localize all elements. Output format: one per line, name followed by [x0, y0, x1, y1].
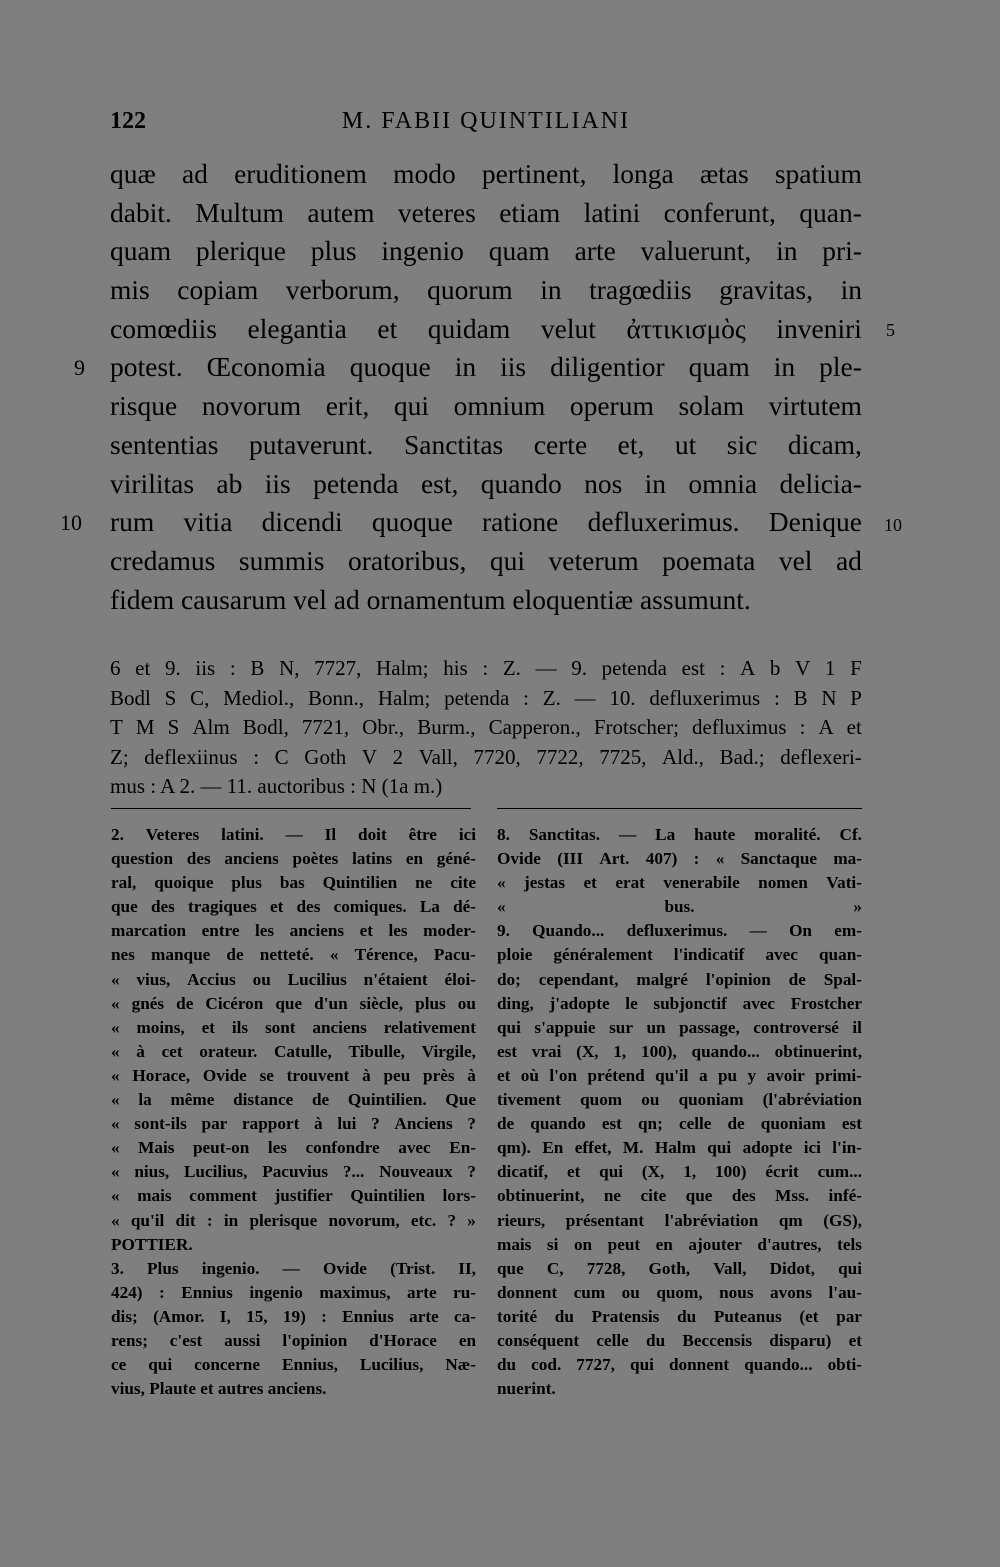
note-line: 9. Quando... defluxerimus. — On em- — [497, 921, 862, 941]
text-line: potest. Œconomia quoque in iis diligentior quam in ple- — [110, 351, 862, 383]
note-line: 3. Plus ingenio. — Ovide (Trist. II, — [111, 1258, 476, 1278]
note-line: 2. Veteres latini. — Il doit être ici — [111, 825, 476, 844]
note-line: « qu'il dit : in plerisque novorum, etc. ? » — [111, 1210, 476, 1230]
critical-apparatus — [110, 654, 862, 802]
apparatus-line: T M S Alm Bodl, 7721, Obr., Burm., Capperon., Frotscher; defluximus : A et — [110, 715, 862, 739]
note-line: do; cependant, malgré l'opinion de Spal- — [497, 969, 862, 989]
divider-right — [497, 808, 862, 809]
note-line: vius, Plaute et autres anciens. — [111, 1379, 327, 1399]
note-line: que C, 7728, Goth, Vall, Didot, qui — [497, 1258, 862, 1278]
note-line: « mais comment justifier Quintilien lors- — [111, 1186, 476, 1206]
divider-left — [111, 808, 471, 809]
text-line: quæ ad eruditionem modo pertinent, longa ætas spatium — [110, 158, 862, 189]
text-line: sententias putaverunt. Sanctitas certe et, ut sic dicam, — [110, 428, 862, 460]
note-line: ral, quoique plus bas Quintilien ne cite — [111, 873, 476, 893]
apparatus-line: Z; deflexiinus : C Goth V 2 Vall, 7720, 7722, 7725, Ald., Bad.; deflexeri- — [110, 744, 862, 769]
note-line: marcation entre les anciens et les moder- — [111, 921, 476, 941]
note-line: 424) : Ennius ingenio maximus, arte ru- — [111, 1282, 476, 1302]
main-text — [110, 155, 862, 619]
note-line: nuerint. — [497, 1379, 556, 1399]
note-line: torité du Pratensis du Puteanus (et par — [497, 1306, 862, 1326]
note-line: est vrai (X, 1, 100), quando... obtinuerint, — [497, 1041, 862, 1061]
note-line: POTTIER. — [111, 1234, 193, 1254]
note-line: rens; c'est aussi l'opinion d'Horace en — [111, 1330, 476, 1350]
text-line: fidem causarum vel ad ornamentum eloquentiæ assumunt. — [110, 583, 751, 615]
page-header — [110, 108, 862, 142]
note-line: « nius, Lucilius, Pacuvius ?... Nouveaux ? — [111, 1162, 476, 1182]
note-line: donnent cum ou quom, nous avons l'au- — [497, 1282, 862, 1302]
note-line: dicatif, et qui (X, 1, 100) écrit cum... — [497, 1162, 862, 1182]
note-line: que des tragiques et des comiques. La dé- — [111, 897, 476, 917]
note-line: « à cet orateur. Catulle, Tibulle, Virgile, — [111, 1041, 476, 1061]
note-line: conséquent celle du Beccensis disparu) et — [497, 1330, 862, 1350]
note-line: « bus. » — [497, 897, 862, 917]
note-line: qm). En effet, M. Halm qui adopte ici l'in- — [497, 1138, 862, 1158]
notes-column-left — [111, 823, 476, 1401]
note-line: qui s'appuie sur un passage, controversé il — [497, 1017, 862, 1037]
note-line: nes manque de netteté. « Térence, Pacu- — [111, 945, 476, 965]
note-line: « moins, et ils sont anciens relativement — [111, 1017, 476, 1037]
note-line: « vius, Accius ou Lucilius n'étaient éloi- — [111, 969, 476, 989]
apparatus-line: mus : A 2. — 11. auctoribus : N (1a m.) — [110, 774, 443, 798]
running-title: M. FABII QUINTILIANI — [341, 108, 631, 134]
note-line: mais si on peut en ajouter d'autres, tels — [497, 1234, 862, 1254]
note-line: ploie généralement l'indicatif avec quan- — [497, 945, 862, 965]
apparatus-line: Bodl S C, Mediol., Bonn., Halm; petenda : Z. — 10. defluxerimus : B N P — [110, 685, 862, 710]
text-line: risque novorum erit, qui omnium operum solam virtutem — [110, 390, 862, 422]
text-line: credamus summis oratoribus, qui veterum poemata vel ad — [110, 544, 862, 576]
note-line: « gnés de Cicéron que d'un siècle, plus ou — [111, 993, 476, 1013]
note-line: « jestas et erat venerabile nomen Vati- — [497, 873, 862, 893]
text-line: virilitas ab iis petenda est, quando nos in omnia delicia- — [110, 467, 862, 499]
note-line: ding, j'adopte le subjonctif avec Frostcher — [497, 993, 862, 1013]
text-line: mis copiam verborum, quorum in tragœdiis gravitas, in — [110, 274, 862, 306]
margin-section-number: 10 — [60, 510, 82, 535]
margin-section-number: 9 — [74, 355, 85, 380]
note-line: « la même distance de Quintilien. Que — [111, 1090, 476, 1110]
page-number: 122 — [110, 108, 146, 134]
note-line: du cod. 7727, qui donnent quando... obti- — [497, 1355, 862, 1375]
note-line: 8. Sanctitas. — La haute moralité. Cf. — [497, 825, 862, 844]
note-line: rieurs, présentant l'abréviation qm (GS), — [497, 1210, 862, 1230]
note-line: « Horace, Ovide se trouvent à peu près à — [111, 1065, 476, 1085]
note-line: question des anciens poètes latins en géné- — [111, 849, 476, 869]
text-line: dabit. Multum autem veteres etiam latini conferunt, quan- — [110, 196, 862, 228]
note-line: de quando est qn; celle de quoniam est — [497, 1114, 862, 1134]
note-line: et où l'on prétend qu'il a pu y avoir primi- — [497, 1065, 862, 1085]
note-line: dis; (Amor. I, 15, 19) : Ennius arte ca- — [111, 1306, 476, 1326]
apparatus-line: 6 et 9. iis : B N, 7727, Halm; his : Z. — 9. petenda est : A b V 1 F — [110, 656, 862, 680]
text-line: quam plerique plus ingenio quam arte valuerunt, in pri- — [110, 235, 862, 267]
note-line: ce qui concerne Ennius, Lucilius, Næ- — [111, 1355, 476, 1375]
margin-line-number: 10 — [884, 515, 902, 535]
note-line: tivement quom ou quoniam (l'abréviation — [497, 1090, 862, 1110]
margin-line-number: 5 — [886, 320, 895, 340]
notes-column-right — [497, 823, 862, 1401]
note-line: « sont-ils par rapport à lui ? Anciens ? — [111, 1114, 476, 1134]
note-line: Ovide (III Art. 407) : « Sanctaque ma- — [497, 849, 862, 869]
text-line: rum vitia dicendi quoque ratione defluxerimus. Denique — [110, 506, 862, 538]
text-line: comœdiis elegantia et quidam velut ἀττικισμὸς inveniri — [110, 312, 862, 344]
note-line: « Mais peut-on les confondre avec En- — [111, 1138, 476, 1158]
note-line: obtinuerint, ne cite que des Mss. infé- — [497, 1186, 862, 1206]
